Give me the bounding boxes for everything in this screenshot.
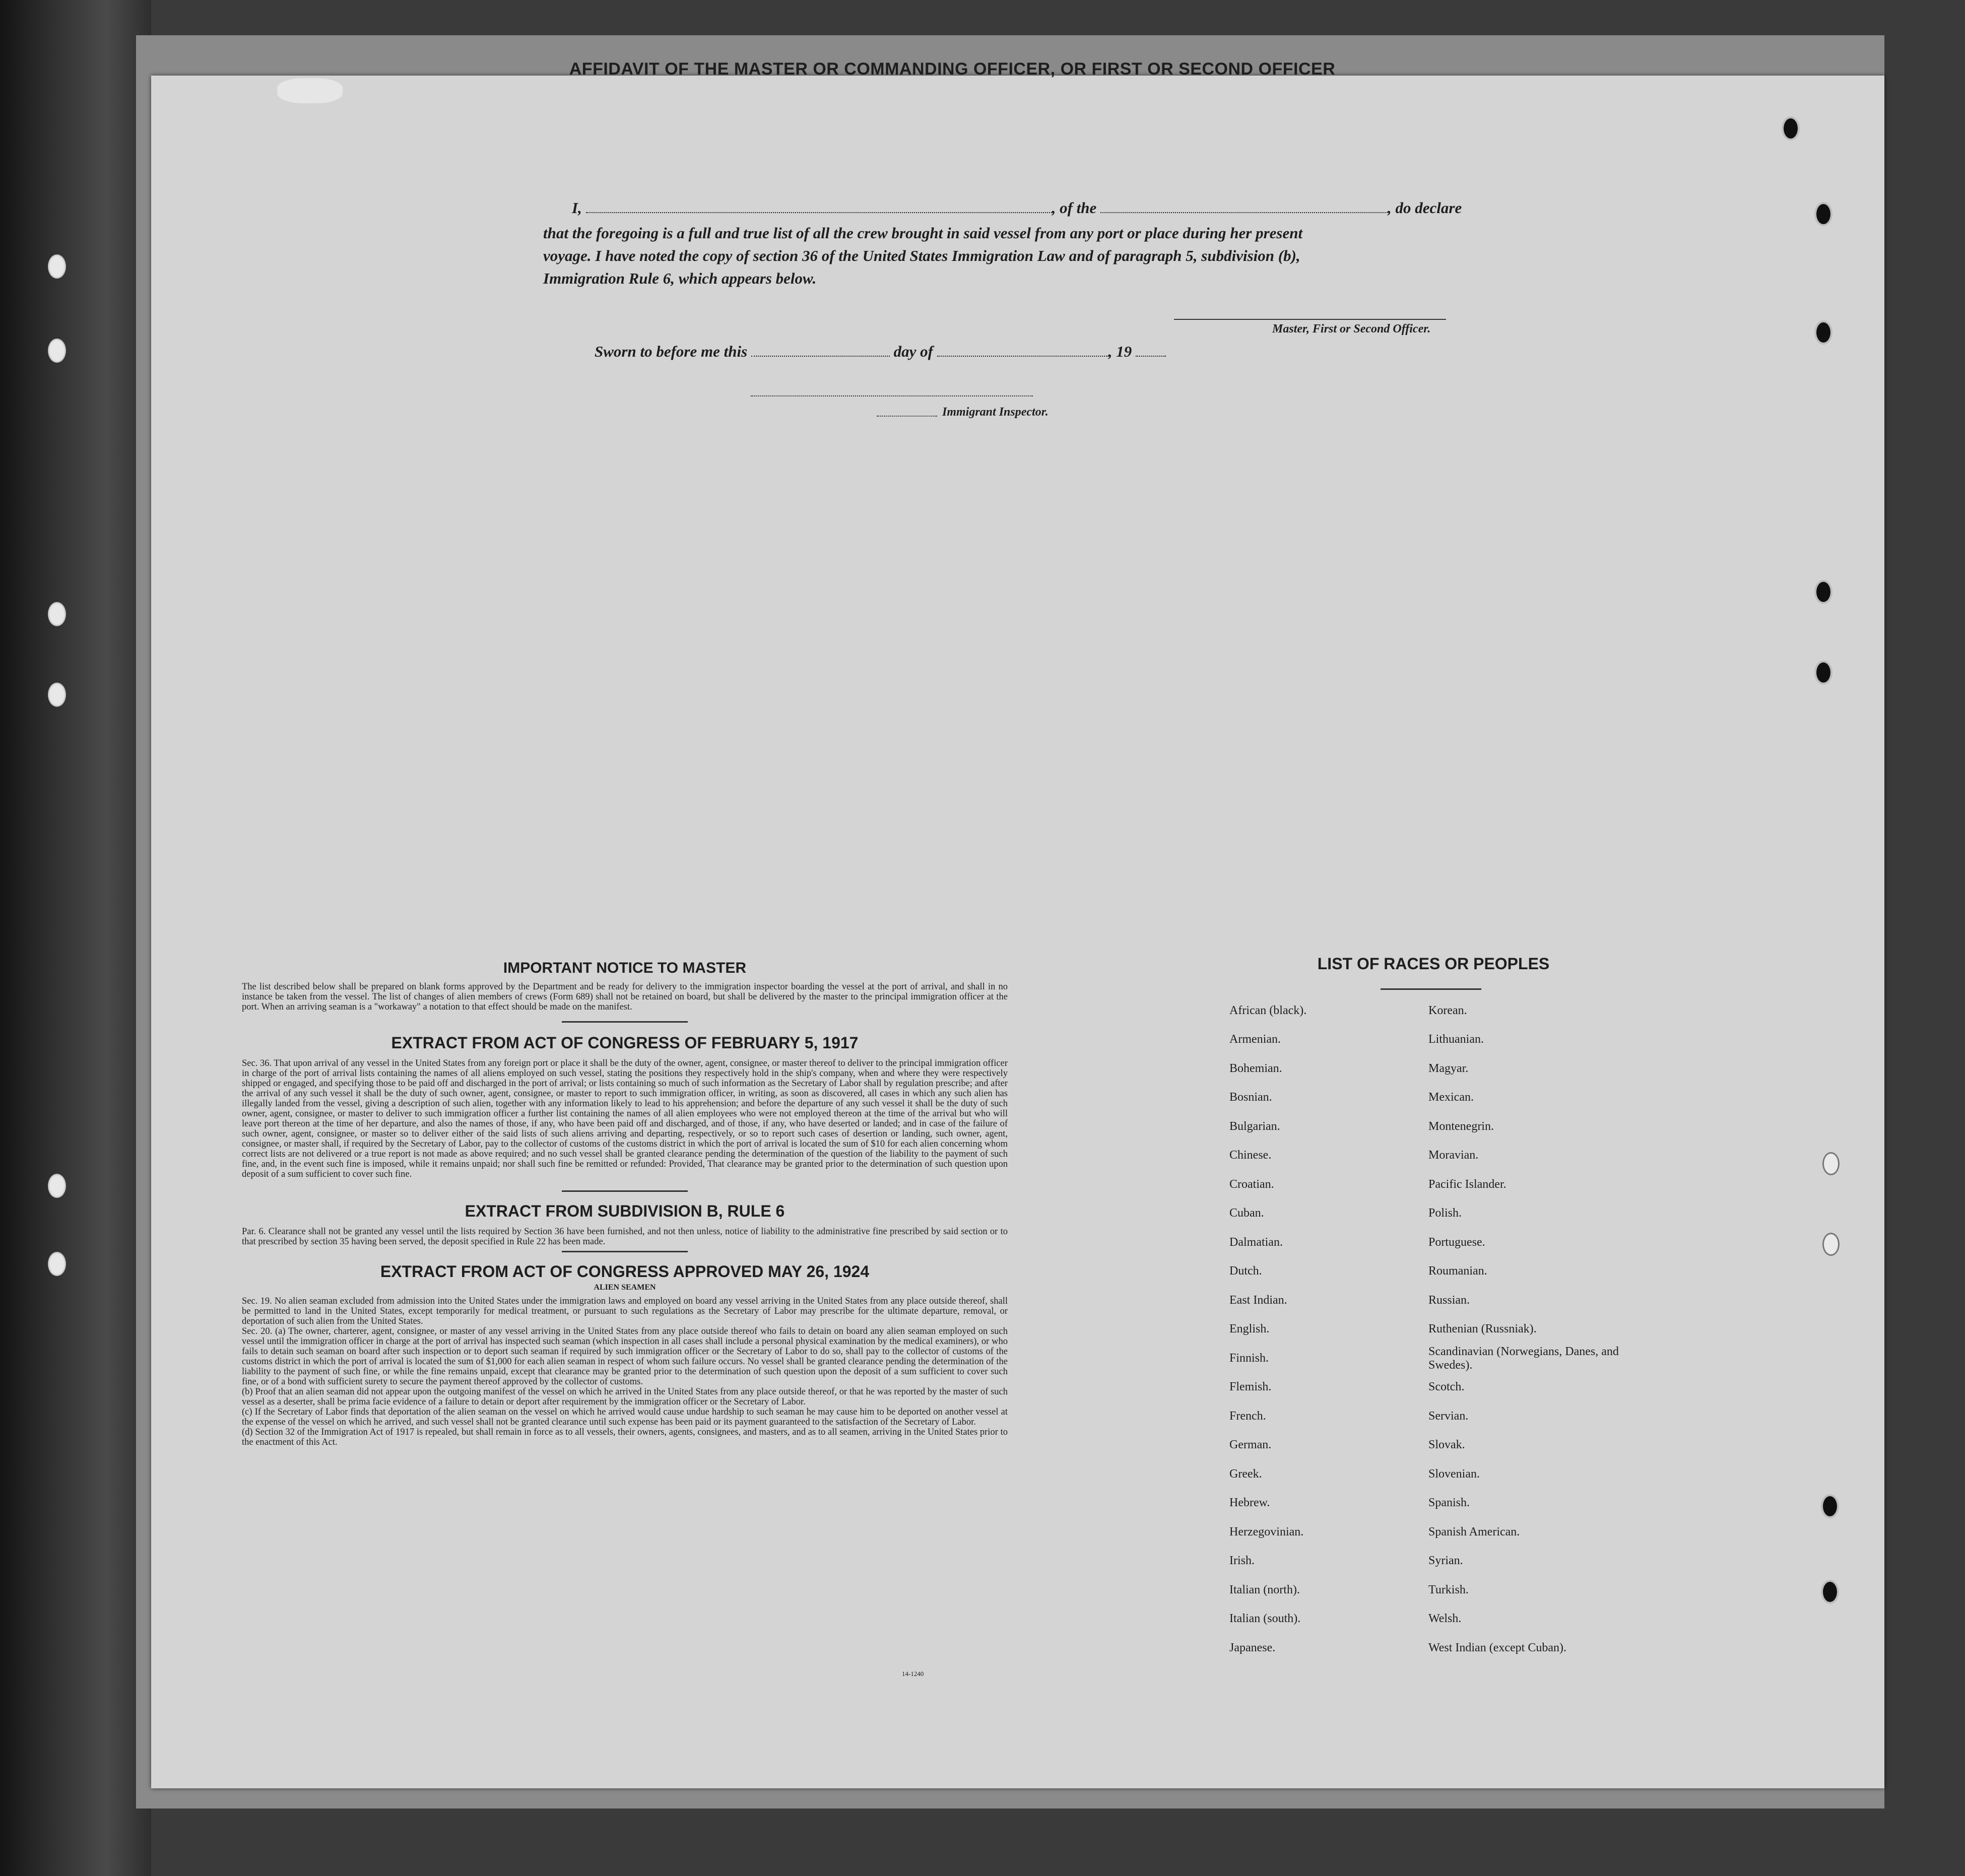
race-item: Spanish. <box>1428 1496 1470 1509</box>
extract-1924-para: (d) Section 32 of the Immigration Act of 1917 is repealed, but shall remain in force as to all vessels, their owners, agents, consignees, and masters, and as to all seamen, arriving in the United States prior to the enactment of this Act. <box>242 1427 1008 1447</box>
race-item: English. <box>1229 1322 1270 1335</box>
race-item: Korean. <box>1428 1004 1467 1017</box>
race-item: German. <box>1229 1438 1272 1451</box>
binder-hole <box>48 1174 66 1198</box>
race-item: Croatian. <box>1229 1178 1274 1191</box>
extract-1924-para: Sec. 20. (a) The owner, charterer, agent, consignee, or master of any vessel arriving in the United States from any place outside thereof who fails to detain on board any alien seaman employed on such vessel until the immigration officer in charge at the port of arrival has inspected such seaman (which inspection in all cases shall include a personal physical examination by the medical examiners), or who fails to detain such seaman on board after such inspection or to deport such seaman if required by such immigration officer or the Secretary of Labor to do so, shall pay to the collector of customs of the customs district in which the port of arrival is located the sum of $1,000 for each alien seaman in respect of whom such failure occurs. No vessel shall be granted clearance pending the determination of the liability to the payment of such fine, or while the fine remains unpaid, except that clearance may be granted prior to the determination of such question upon the deposit of a sum sufficient to cover such fine, or of a bond with sufficient surety to secure the payment thereof approved by the collector of customs. <box>242 1326 1008 1387</box>
race-item: Dalmatian. <box>1229 1236 1283 1249</box>
extract-1924-subtitle: ALIEN SEAMEN <box>594 1283 656 1292</box>
race-item: Italian (north). <box>1229 1583 1300 1596</box>
races-divider <box>1381 988 1481 990</box>
race-item: Russian. <box>1428 1294 1470 1307</box>
binder-hole <box>48 254 66 279</box>
sworn-prefix: Sworn to before me this <box>595 343 748 360</box>
document-page <box>151 76 1884 1788</box>
race-item: Montenegrin. <box>1428 1120 1494 1133</box>
punch-hole <box>1784 118 1798 139</box>
master-signature-line[interactable] <box>1174 319 1446 320</box>
race-item: Bosnian. <box>1229 1091 1272 1104</box>
race-item: Japanese. <box>1229 1641 1276 1654</box>
race-item: Chinese. <box>1229 1149 1272 1162</box>
punch-hole <box>1816 662 1830 683</box>
race-item: Slovenian. <box>1428 1467 1480 1481</box>
race-item: Turkish. <box>1428 1583 1469 1596</box>
extract-1924-para: (c) If the Secretary of Labor finds that deportation of the alien seaman on the vessel on which he arrived would cause undue hardship to such seaman he may cause him to be deported on another vessel at the expense of the vessel on which he arrived, and such vessel shall not be granted clearance until such expense has been paid or its payment guaranteed to the satisfaction of the Secretary of Labor. <box>242 1407 1008 1427</box>
affidavit-do-declare: , do declare <box>1388 199 1462 217</box>
race-item: Portuguese. <box>1428 1236 1485 1249</box>
race-item: Finnish. <box>1229 1352 1269 1365</box>
extract-1924-para: (b) Proof that an alien seaman did not appear upon the outgoing manifest of the vessel on which he arrived in the United States from any place outside thereof, or that he was reported by the master of such vessel as a deserter, shall be prima facie evidence of a failure to detain or deport after requirement by the immigration officer or the Secretary of Labor. <box>242 1387 1008 1407</box>
notice-text: The list described below shall be prepared on blank forms approved by the Department and be ready for delivery to the immigration inspector boarding the vessel at the port of arrival, and shall in no instance be taken from the vessel. The list of changes of alien members of crews (Form 689) shall not be retained on board, but shall be delivered by the master to the principal immigration officer at the port. When an arriving seaman is a "workaway" a notation to that effect should be made on the manifest. <box>242 982 1008 1012</box>
sworn-year-prefix: , 19 <box>1108 343 1132 360</box>
inspector-signature-underline <box>877 416 937 417</box>
extract-rule6-text: Par. 6. Clearance shall not be granted any vessel until the lists required by Section 36 have been furnished, and not then unless, notice of liability to the administrative fine prescribed by said section or to that prescribed by section 35 having been served, the deposit specified in Rule 22 has been made. <box>242 1227 1008 1247</box>
race-item: Armenian. <box>1229 1033 1281 1046</box>
vessel-name-field[interactable] <box>1100 200 1388 213</box>
race-item: Spanish American. <box>1428 1525 1520 1538</box>
race-item: Syrian. <box>1428 1554 1463 1567</box>
race-item: Lithuanian. <box>1428 1033 1484 1046</box>
race-item: Scandinavian (Norwegians, Danes, and Swedes). <box>1428 1345 1619 1372</box>
race-item: Italian (south). <box>1229 1612 1301 1625</box>
master-signature-label: Master, First or Second Officer. <box>1272 322 1431 336</box>
extract-1917-title: EXTRACT FROM ACT OF CONGRESS OF FEBRUARY 5, 1917 <box>391 1034 859 1052</box>
race-item: Polish. <box>1428 1207 1462 1220</box>
race-item: Mexican. <box>1428 1091 1474 1104</box>
race-item: Roumanian. <box>1428 1264 1487 1278</box>
affidavit-declaration-line <box>572 199 1462 217</box>
extract-1917-text: Sec. 36. That upon arrival of any vessel in the United States from any foreign port or place it shall be the duty of the owner, agent, consignee, or master thereof to deliver to the principal immigration officer in charge of the port of arrival lists containing the names of all aliens employed on such vessel, stating the positions they respectively hold in the ship's company, when and where they were respectively shipped or engaged, and specifying those to be paid off and discharged in the port of arrival; or lists containing so much of such information as the Secretary of Labor shall by regulation prescribe; and after the arrival of any such vessel it shall be the duty of such owner, agent, consignee, or master to report to such immigration officer, in writing, as soon as discovered, all cases in which any such alien has illegally landed from the vessel, giving a description of such alien, together with any information likely to lead to his apprehension; and before the departure of any such vessel it shall be the duty of such owner, agent, consignee, or master to deliver to such immigration officer a further list containing the names of all alien employees who were not employed thereon at the time of the arrival but who will leave port thereon at the time of her departure, and also the names of those, if any, who have been paid off and discharged, and of those, if any, who have deserted or landed; and in case of the failure of such owner, agent, consignee, or master so to deliver either of the said lists of such aliens arriving and departing, respectively, or so to report such cases of desertion or landing, such owner, agent, consignee, or master shall, if required by the Secretary of Labor, pay to the collector of customs of the customs district in which the port of arrival is located the sum of $10 for each alien concerning whom correct lists are not delivered or a true report is not made as above required; and no such vessel shall be granted clearance pending the determination of the question of the liability to the payment of such fine, and, in the event such fine is imposed, while it remains unpaid; nor shall such fine be remitted or refunded: Provided, That clearance may be granted prior to the determination of such question upon deposit of a sum sufficient to cover such fine. <box>242 1058 1008 1179</box>
punch-hole <box>1824 1234 1838 1254</box>
binder-strip <box>0 0 151 1876</box>
affidavit-line-4: Immigration Rule 6, which appears below. <box>543 270 817 287</box>
sworn-line <box>595 343 1166 361</box>
race-item: Flemish. <box>1229 1380 1272 1393</box>
race-item: Cuban. <box>1229 1207 1264 1220</box>
inspector-label: Immigrant Inspector. <box>942 406 1049 419</box>
sworn-date-field[interactable] <box>751 344 890 357</box>
notice-column <box>242 960 1008 1447</box>
race-item: Greek. <box>1229 1467 1262 1481</box>
punch-hole <box>1816 322 1830 343</box>
race-item: Welsh. <box>1428 1612 1462 1625</box>
race-item: East Indian. <box>1229 1294 1287 1307</box>
affidavit-title: AFFIDAVIT OF THE MASTER OR COMMANDING OFFICER, OR FIRST OR SECOND OFFICER <box>569 59 1336 79</box>
punch-hole <box>1823 1496 1837 1516</box>
inspector-signature-line[interactable] <box>751 395 1033 396</box>
sworn-year-field[interactable] <box>1136 344 1166 357</box>
race-item: Bohemian. <box>1229 1062 1282 1075</box>
affidavit-line-3: voyage. I have noted the copy of section 36 of the United States Immigration Law and of paragraph 5, subdivision (b), <box>543 247 1300 264</box>
race-item: Scotch. <box>1428 1380 1465 1393</box>
sworn-month-field[interactable] <box>937 344 1108 357</box>
extract-rule6-title: EXTRACT FROM SUBDIVISION B, RULE 6 <box>465 1202 785 1220</box>
affidavit-i-prefix: I, <box>572 199 582 217</box>
sworn-day-of: day of <box>893 343 933 360</box>
race-item: French. <box>1229 1410 1266 1423</box>
race-item: Magyar. <box>1428 1062 1469 1075</box>
extract-1924-title: EXTRACT FROM ACT OF CONGRESS APPROVED MAY 26, 1924 <box>380 1262 870 1281</box>
races-title: LIST OF RACES OR PEOPLES <box>1317 955 1550 973</box>
race-item: Irish. <box>1229 1554 1255 1567</box>
notice-title: IMPORTANT NOTICE TO MASTER <box>503 960 747 976</box>
section-divider <box>562 1251 688 1252</box>
race-item: Dutch. <box>1229 1264 1262 1278</box>
binder-hole <box>48 602 66 626</box>
binder-hole <box>48 339 66 363</box>
race-item: Bulgarian. <box>1229 1120 1280 1133</box>
section-divider <box>562 1190 688 1192</box>
race-item: Moravian. <box>1428 1149 1479 1162</box>
race-item: Slovak. <box>1428 1438 1465 1451</box>
section-divider <box>562 1021 688 1023</box>
binder-hole <box>48 1252 66 1276</box>
race-item: Hebrew. <box>1229 1496 1270 1509</box>
punch-hole <box>1824 1154 1838 1174</box>
punch-hole <box>1816 204 1830 224</box>
race-item: West Indian (except Cuban). <box>1428 1641 1566 1654</box>
form-number: 14-1240 <box>902 1670 924 1678</box>
punch-hole <box>1823 1582 1837 1602</box>
extract-1924-para: Sec. 19. No alien seaman excluded from admission into the United States under the immigration laws and employed on board any vessel arriving in the United States from any place outside thereof, shall be permitted to land in the United States, except temporarily for medical treatment, or pursuant to such regulations as the Secretary of Labor may prescribe for the ultimate departure, removal, or deportation of such alien from the United States. <box>242 1296 1008 1326</box>
race-item: African (black). <box>1229 1004 1307 1017</box>
affidavit-of-the: , of the <box>1052 199 1097 217</box>
race-item: Pacific Islander. <box>1428 1178 1506 1191</box>
officer-name-field[interactable] <box>586 200 1052 213</box>
race-item: Servian. <box>1428 1410 1469 1423</box>
paper-tear <box>277 78 343 103</box>
punch-hole <box>1816 582 1830 602</box>
binder-hole <box>48 683 66 707</box>
race-item: Ruthenian (Russniak). <box>1428 1322 1537 1335</box>
race-item: Herzegovinian. <box>1229 1525 1304 1538</box>
affidavit-line-2: that the foregoing is a full and true list of all the crew brought in said vessel from any port or place during her present <box>543 224 1303 242</box>
